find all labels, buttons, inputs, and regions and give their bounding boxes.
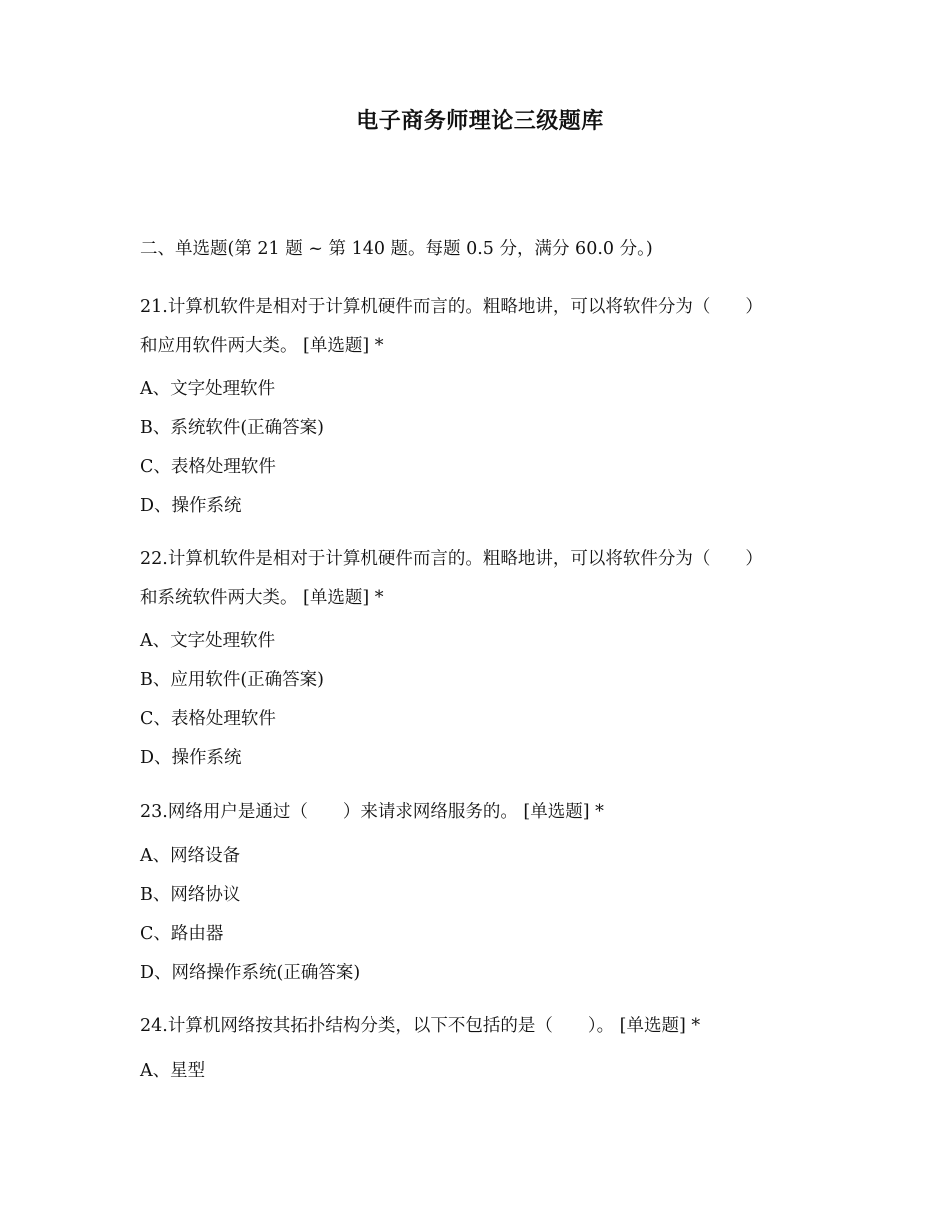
question-24-option-a: A、星型 [140,1061,206,1081]
question-22-text-line1: 22.计算机软件是相对于计算机硬件而言的。粗略地讲，可以将软件分为（ ） [140,549,763,569]
question-22-option-c: C、表格处理软件 [140,709,276,729]
question-24-text: 24.计算机网络按其拓扑结构分类，以下不包括的是（ ）。 [单选题] * [140,1016,701,1036]
question-21-option-c: C、表格处理软件 [140,457,276,477]
question-21-option-a: A、文字处理软件 [140,379,276,399]
question-22-option-a: A、文字处理软件 [140,631,276,651]
document-title: 电子商务师理论三级题库 [356,109,604,134]
question-23-option-d: D、网络操作系统(正确答案) [140,963,361,983]
question-23-option-c: C、路由器 [140,924,224,944]
question-23-option-b: B、网络协议 [140,885,241,905]
question-22-option-d: D、操作系统 [140,748,242,768]
question-21-text-line1: 21.计算机软件是相对于计算机硬件而言的。粗略地讲，可以将软件分为（ ） [140,297,763,317]
question-22-text-line2: 和系统软件两大类。 [单选题] * [140,588,384,608]
question-21-option-d: D、操作系统 [140,496,242,516]
question-23-text: 23.网络用户是通过（ ）来请求网络服务的。 [单选题] * [140,802,604,822]
question-21-option-b: B、系统软件(正确答案) [140,418,325,438]
question-23-option-a: A、网络设备 [140,846,241,866]
section-header: 二、单选题(第 21 题 ~ 第 140 题。每题 0.5 分，满分 60.0 分。) [140,239,653,259]
question-22-option-b: B、应用软件(正确答案) [140,670,325,690]
question-21-text-line2: 和应用软件两大类。 [单选题] * [140,336,384,356]
